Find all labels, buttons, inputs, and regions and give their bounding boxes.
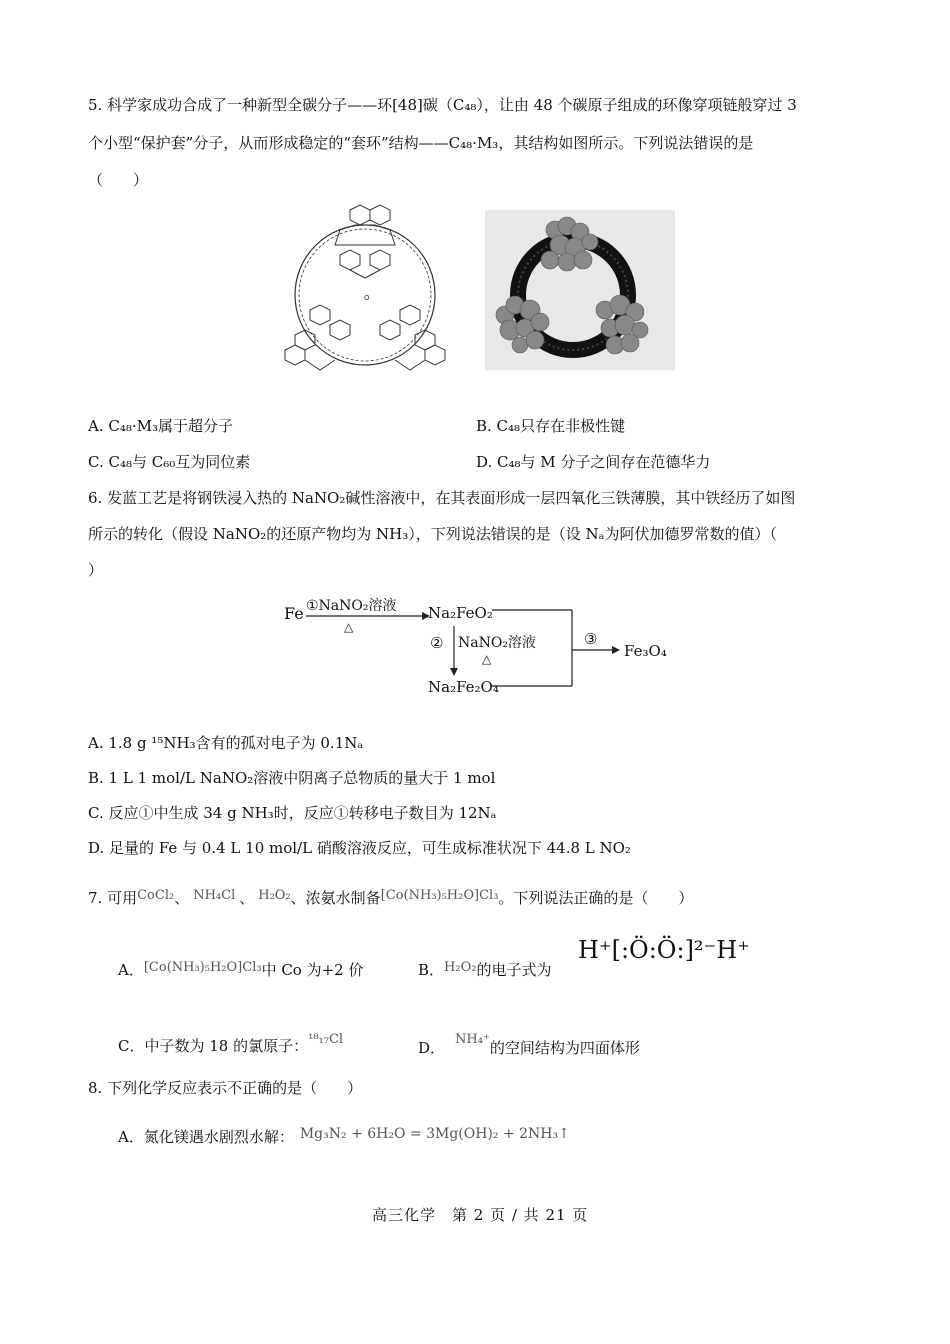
heat1-symbol: △ bbox=[344, 620, 354, 634]
q8-option-a bbox=[118, 1124, 570, 1147]
q7-a-text: 中 Co 为+2 价 bbox=[261, 961, 364, 979]
q7-option-c bbox=[118, 1030, 343, 1056]
q6-option-b: B. 1 L 1 mol/L NaNO₂溶液中阴离子总物质的量大于 1 mol bbox=[88, 769, 496, 787]
q7-a-formula: [Co(NH₃)₅H₂O]Cl₃ bbox=[143, 960, 262, 975]
q6-line1: 6. 发蓝工艺是将钢铁浸入热的 NaNO₂碱性溶液中，在其表面形成一层四氧化三铁薄膜，其中铁经历了如图 bbox=[88, 489, 796, 507]
q6-option-d: D. 足量的 Fe 与 0.4 L 10 mol/L 硝酸溶液反应，可生成标准状况下 44.8 L NO₂ bbox=[88, 839, 631, 857]
q6-option-c: C. 反应①中生成 34 g NH₃时，反应①转移电子数目为 12Nₐ bbox=[88, 804, 497, 822]
intermediate-na2feo2: Na₂FeO₂ bbox=[428, 604, 493, 622]
heat2-symbol: △ bbox=[482, 652, 492, 666]
q7-d-label: D． bbox=[418, 1039, 446, 1057]
q5-line2: 个小型“保护套”分子，从而形成稳定的“套环”结构——C₄₈·M₃，其结构如图所示。下列说法错误的是 bbox=[88, 134, 754, 152]
q7-d-formula: NH₄⁺ bbox=[455, 1032, 490, 1047]
q7-b-formula: H₂O₂ bbox=[444, 960, 477, 975]
q7-option-d bbox=[418, 1030, 640, 1058]
q6-option-a: A. 1.8 g ¹⁵NH₃含有的孤对电子为 0.1Nₐ bbox=[88, 734, 364, 752]
q5-option-a: A. C₄₈·M₃属于超分子 bbox=[88, 417, 234, 435]
q7-d-text: 的空间结构为四面体形 bbox=[489, 1039, 640, 1057]
intermediate-na2fe2o4: Na₂Fe₂O₄ bbox=[428, 678, 499, 696]
q7-c-label: C．中子数为 18 的氯原子： bbox=[118, 1037, 309, 1055]
step2-label: ② bbox=[430, 634, 444, 652]
q7-option-a bbox=[118, 958, 364, 980]
q8-a-label: A．氮化镁遇水剧烈水解： bbox=[118, 1128, 294, 1146]
product-fe3o4: Fe₃O₄ bbox=[624, 642, 667, 660]
q6-line3: ） bbox=[88, 561, 104, 579]
page-footer: 高三化学 第 2 页 / 共 21 页 bbox=[372, 1206, 589, 1224]
q7-sep3: 、浓氨水制备 bbox=[290, 889, 381, 907]
q7-sep1: 、 bbox=[174, 889, 190, 907]
c48-m3-structure-diagram bbox=[280, 200, 450, 380]
q5-line1: 5. 科学家成功合成了一种新型全碳分子——环[48]碳（C₄₈），让由 48 个碳原子组成的环像穿项链般穿过 3 bbox=[88, 96, 797, 114]
q7-b-label: B． bbox=[418, 961, 445, 979]
q7-reagent-nh4cl: NH₄Cl bbox=[193, 888, 236, 903]
step3-label: ③ bbox=[584, 630, 598, 648]
q7-reagent-h2o2: H₂O₂ bbox=[258, 888, 291, 903]
q7-b-text: 的电子式为 bbox=[476, 961, 552, 979]
q7-sep2: 、 bbox=[239, 889, 255, 907]
q5-line3: （ ） bbox=[88, 171, 149, 189]
q7-stem bbox=[88, 886, 693, 908]
q7-a-label: A． bbox=[118, 961, 144, 979]
q6-line2: 所示的转化（假设 NaNO₂的还原产物均为 NH₃），下列说法错误的是（设 Nₐ为阿伏加德罗常数的值）（ bbox=[88, 525, 777, 543]
q7-reagent-cocl2: CoCl₂ bbox=[137, 888, 175, 903]
q5-option-b: B. C₄₈只存在非极性键 bbox=[476, 417, 626, 435]
svg-text:O: O bbox=[364, 294, 370, 302]
step1-label: ①NaNO₂溶液 bbox=[306, 598, 397, 614]
c48-m3-space-filling-model bbox=[485, 210, 675, 370]
step2-reagent: NaNO₂溶液 bbox=[458, 635, 536, 651]
q8-a-equation: Mg₃N₂ + 6H₂O = 3Mg(OH)₂ + 2NH₃↑ bbox=[299, 1126, 570, 1142]
q7-suffix: 。下列说法正确的是（ ） bbox=[498, 889, 694, 907]
h2o2-electron-formula: H⁺[:Ö:Ö:]²⁻H⁺ bbox=[578, 936, 750, 964]
q7-option-b bbox=[418, 958, 551, 980]
q7-prefix: 7. 可用 bbox=[88, 889, 138, 907]
q7-c-formula: ¹⁸₁₇Cl bbox=[308, 1032, 344, 1047]
q6-reaction-diagram bbox=[282, 592, 682, 702]
q8-stem: 8. 下列化学反应表示不正确的是（ ） bbox=[88, 1079, 363, 1097]
q7-product: [Co(NH₃)₅H₂O]Cl₃ bbox=[380, 888, 499, 903]
q5-option-d: D. C₄₈与 M 分子之间存在范德华力 bbox=[476, 453, 711, 471]
reactant-fe: Fe bbox=[284, 604, 304, 623]
q5-option-c: C. C₄₈与 C₆₀互为同位素 bbox=[88, 453, 251, 471]
